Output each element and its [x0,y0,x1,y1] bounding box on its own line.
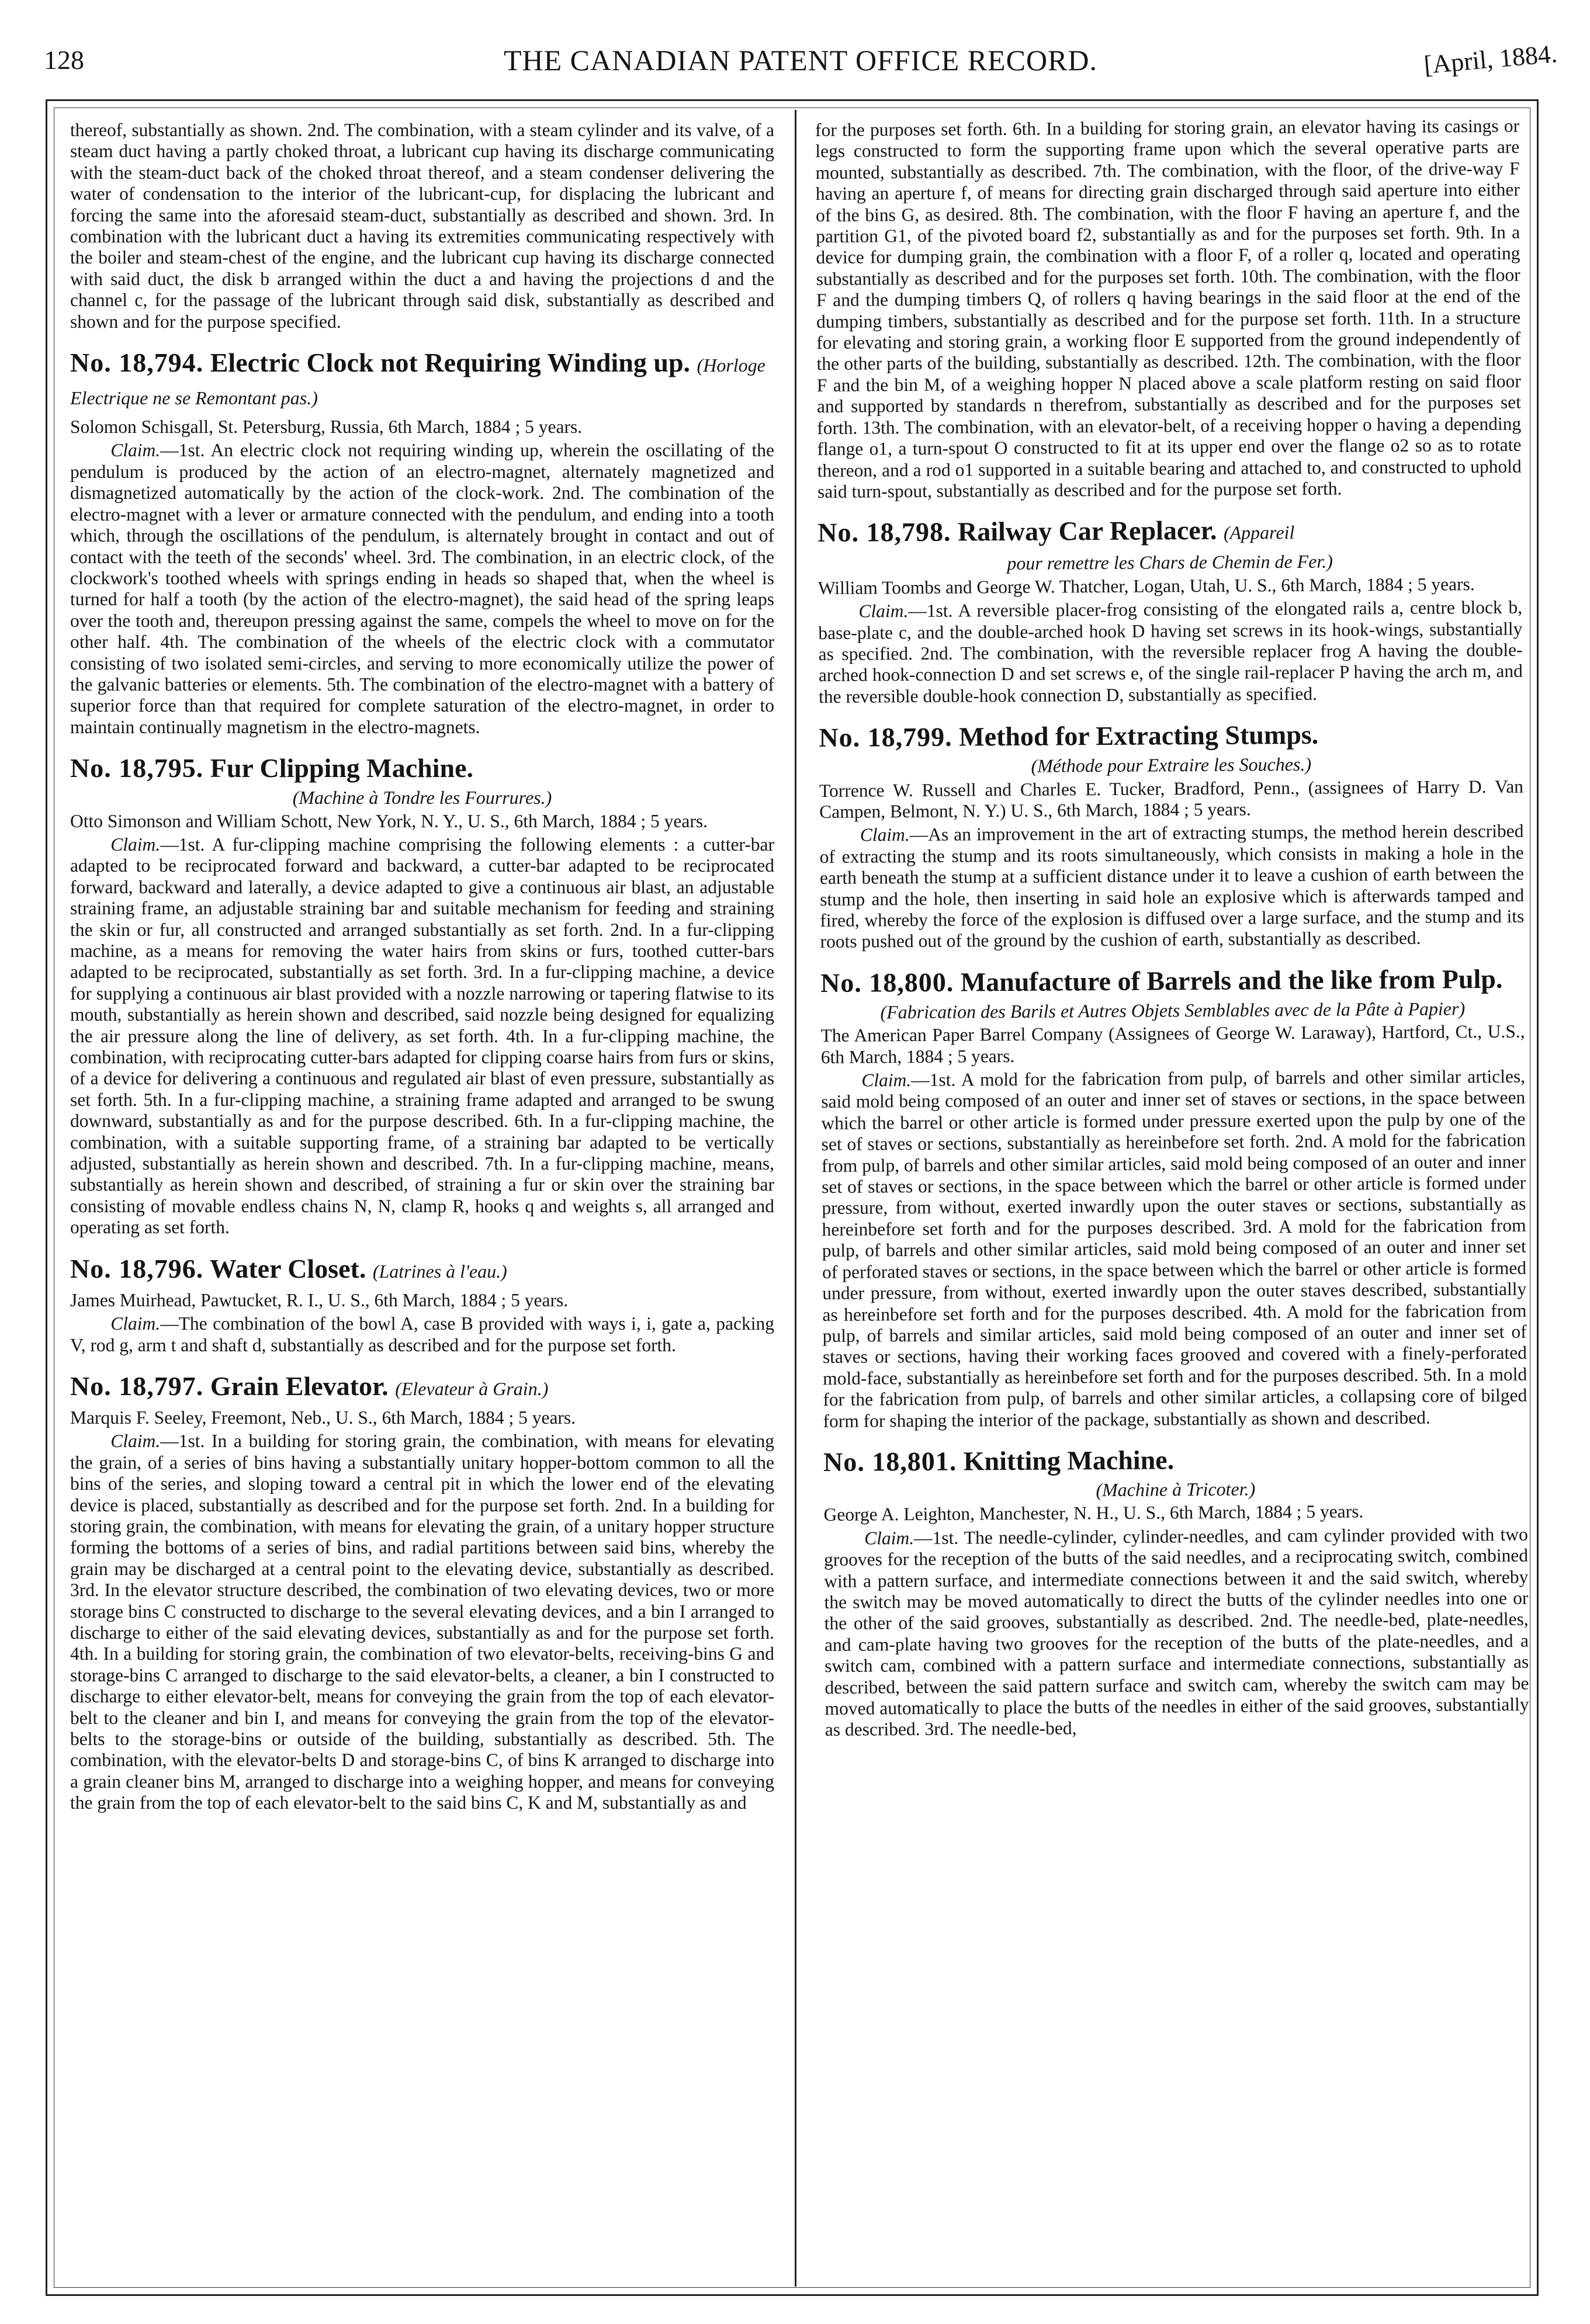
french-title: (Fabrication des Barils et Autres Objets Semblables avec de la Pâte à Papier) [880,998,1466,1023]
inventor-line: The American Paper Barrel Company (Assignees of George W. Laraway), Hartford, Ct., U.S., 6th March, 1884 ; 5 years. [820,1021,1525,1067]
claim-text [818,597,1523,707]
claim-label: Claim. [110,834,161,855]
inventor-line: William Toombs and George W. Thatcher, Logan, Utah, U. S., 6th March, 1884 ; 5 years. [817,573,1475,598]
patent-number: No. 18,796. [70,1253,204,1284]
patent-title: Knitting Machine. [963,1445,1175,1476]
french-title: (Machine à Tondre les Fourrures.) [292,787,552,809]
patent-number: No. 18,794. [70,348,204,378]
claim-body: —The combination of the bowl A, case B provided with ways i, i, gate a, packing V, rod g, arm t and shaft d, substantially as described and for the purpose set forth. [70,1313,774,1355]
patent-number: No. 18,799. [819,722,952,753]
french-title: (Latrines à l'eau.) [372,1260,507,1282]
claim-text [70,440,774,738]
page-number: 128 [44,45,84,75]
entry-heading [819,719,1523,753]
claim-label: Claim. [110,1431,161,1452]
entry-heading [823,1443,1527,1477]
inventor-line: James Muirhead, Pawtucket, R. I., U. S., 6th March, 1884 ; 5 years. [70,1289,569,1310]
inventor-line: Marquis F. Seeley, Freemont, Neb., U. S., 6th March, 1884 ; 5 years. [70,1407,576,1428]
patent-number: No. 18,801. [823,1446,957,1477]
claim-body: —1st. A mold for the fabrication from pulp, of barrels and other similar articles, said mold being composed of an outer and inner set of staves or sections, in the space between which the barrel or other article is formed under pressure exerted upon the pulp by one of the set of staves or sections, substantially as hereinbefore set forth. 2nd. A mold for the fabrication from pulp, of barrels and other similar articles, said mold being composed of an outer and inner set of staves or sections, in the space between which the barrel or other article is formed under pressure, from without, exerted inwardly upon the outer staves or sections, substantially as hereinbefore set forth and for the purposes described. 3rd. A mold for the fabrication from pulp, of barrels and other similar articles, said mold being composed of an outer and inner set of perforated staves or sections, in the space between which the barrel or other article is formed under pressure, from without, exerted inwardly upon the outer staves described, substantially as hereinbefore set forth and for the purposes described. 4th. A mold for the fabrication from pulp, of barrels and similar articles, said mold being composed of an outer and inner set of staves or sections, having their working faces grooved and covered with a finely-perforated mold-face, substantially as hereinbefore set forth and for the purposes described. 5th. In a mold for the fabrication from pulp, of barrels and other similar articles, a collapsing core of bilged form for shaping the interior of the package, substantially as shown and described. [821,1066,1527,1431]
inventor-line: Otto Simonson and William Schott, New York, N. Y., U. S., 6th March, 1884 ; 5 years. [70,810,708,831]
patent-entry [70,348,774,738]
claim-label: Claim. [860,824,910,845]
patent-title: Fur Clipping Machine. [210,753,474,783]
patent-title: Manufacture of Barrels and the like from Pulp. [960,963,1503,997]
french-title: (Méthode pour Extraire les Souches.) [1031,753,1312,776]
column-divider [795,110,796,2287]
entry-heading [70,1371,774,1404]
claim-body: —1st. The needle-cylinder, cylinder-needles, and cam cylinder provided with two grooves for the reception of the butts of the said needles, and a reciprocating switch, combined with a pattern surface, and intermediate connections between it and the said switch, whereby the switch may be moved automatically to direct the butts of the cylinder needles into one or the other of the said grooves, substantially as described. 2nd. The needle-bed, plate-needles, and cam-plate having two grooves for the reception of the butts of the plate-needles, and a switch cam, combined with a pattern surface and intermediate connections, substantially as described, between the said pattern surface and switch cam, whereby the switch cam may be moved automatically to place the butts of the needles in either of the said grooves, substantially as described. 3rd. The needle-bed, [823,1524,1529,1740]
patent-title: Electric Clock not Requiring Winding up. [210,348,691,378]
patent-entry [823,1443,1529,1741]
patent-number: No. 18,798. [817,516,951,548]
continuation-text: thereof, substantially as shown. 2nd. The combination, with a steam cylinder and its valve, of a steam duct having a partly choked throat, a lubricant cup having its discharge communicating with the steam-duct back of the choked throat thereof, and a steam condenser delivering the water of condensation to the interior of the lubricant-cup, for displacing the lubricant and forcing the same into the aforesaid steam-duct, substantially as described and shown. 3rd. In combination with the lubricant duct a having its extremities communicating respectively with the boiler and steam-chest of the engine, and the lubricant cup having its discharge connected with said duct, the disk b arranged within the duct a and having the projections d and the channel c, for the passage of the lubricant through said disk, substantially as described and shown and for the purpose specified. [70,120,774,332]
claim-body: —1st. A reversible placer-frog consisting of the elongated rails a, centre block b, base-plate c, and the double-arched hook D having set screws in its hook-wings, substantially as specified. 2nd. The combination, with the reversible replacer frog A having the double-arched hook-connection D and set screws e, of the single rail-replacer P having the arch m, and the reversible double-hook connection D, substantially as specified. [818,596,1523,707]
patent-entry [70,1371,774,1814]
claim-body: —1st. In a building for storing grain, the combination, with means for elevating the grain, of a series of bins having a substantially unitary hopper-bottom common to all the bins of the series, and sloping toward a central pit in which the lower end of the elevating device is placed, substantially as described and for the purpose set forth. 2nd. In a building for storing grain, the combination, with means for elevating the grain, of a unitary hopper structure forming the bottoms of a series of bins, and radial partitions between said bins, whereby the grain may be discharged at a central point to the elevating device, substantially as described. 3rd. In the elevator structure described, the combination of two elevating devices, two or more storage bins C constructed to discharge to the several elevating devices, and a bin I arranged to discharge to either of the said elevating devices, substantially as and for the purpose set forth. 4th. In a building for storing grain, the combination of two elevator-belts, receiving-bins G and storage-bins C arranged to discharge to the said elevator-belts, a cleaner, a bin I constructed to discharge to either elevator-belt, means for conveying the grain from the top of each elevator-belt to the cleaner and bin I, and means for conveying the grain from the top of the elevator-belts to the storage-bins or outside of the building, substantially as described. 5th. The combination, with the elevator-belts D and storage-bins C, of bins K arranged to discharge into a grain cleaner bins M, arranged to discharge into a weighing hopper, and means for conveying the grain from the top of each elevator-belt to the said bins C, K and M, substantially as and [70,1431,774,1813]
inventor-line: George A. Leighton, Manchester, N. H., U. S., 6th March, 1884 ; 5 years. [823,1501,1364,1525]
left-column [70,120,774,2287]
issue-date: [April, 1884. [1423,39,1559,79]
claim-body: —1st. An electric clock not requiring winding up, wherein the oscillating of the pendulum is produced by the action of an electro-magnet, alternately magnetized and dismagnetized automatically by the action of the clock-work. 2nd. The combination of the electro-magnet with a lever or armature connected with the pendulum, and ending into a tooth which, through the oscillations of the pendulum, is alternately brought in contact and out of contact with the teeth of the seconds' wheel. 3rd. The combination, in an electric clock, of the clockwork's toothed wheels with springs ending in heads so shaped that, when the wheel is turned for half a tooth (by the action of the electro-magnet), the said head of the spring leaps over the tooth and, thereupon pressing against the same, compels the wheel to move on for the other half. 4th. The combination of the wheels of the electric clock with a commutator consisting of two isolated semi-circles, and serving to more economically utilize the power of the galvanic batteries or elements. 5th. The combination of the electro-magnet with a battery of superior force than that required for complete saturation of the electro-magnet, in order to maintain continually magnetism in the electro-magnets. [70,440,774,737]
inventor-line: Solomon Schisgall, St. Petersburg, Russia, 6th March, 1884 ; 5 years. [70,417,583,438]
french-title: (Horloge Electrique ne se Remontant pas.) [70,355,765,409]
french-title-start: (Appareil [1223,522,1295,544]
claim-label: Claim. [110,1313,161,1334]
inventor-line: Torrence W. Russell and Charles E. Tucker, Bradford, Penn., (assignees of Harry D. Van Campen, Belmont, N. Y.) U. S., 6th March, 1884 ; 5 years. [819,776,1524,822]
patent-title: Grain Elevator. [210,1371,389,1401]
patent-title: Method for Extracting Stumps. [959,719,1319,752]
patent-number: No. 18,800. [820,967,954,998]
page-header [44,23,1557,88]
claim-text [819,821,1524,953]
patent-entry [70,753,774,1239]
patent-entry [817,514,1523,707]
right-column [815,116,1533,2287]
claim-text [824,1524,1529,1740]
claim-label: Claim. [864,1527,914,1549]
claim-text [70,834,774,1239]
claim-label: Claim. [110,440,161,461]
continuation-text: for the purposes set forth. 6th. In a building for storing grain, an elevator having its casings or legs constructed to form the supporting frame upon which the several operative parts are mounted, substantially as described. 7th. The combination, with the floor, of the drive-way F having an aperture f, of means for directing grain discharged through said aperture into either of the bins G, as desired. 8th. The combination, with the floor F having an aperture f, and the partition G1, of the pivoted board f2, substantially as and for the purposes set forth. 9th. In a device for dumping grain, the combination with a floor F, of a roller q, located and operating substantially as described and for the purposes set forth. 10th. The combination, with the floor F and the dumping timbers Q, of rollers q having bearings in the said floor at the end of the dumping timbers, substantially as described and for the purpose set forth. 11th. In a structure for elevating and storing grain, a working floor E supported from the ground independently of the other parts of the building, substantially as described. 12th. The combination, with the floor F and the bin M, of a weighing hopper N placed above a scale platform resting on said floor and supported by standards n therefrom, substantially as described and for the purposes set forth. 13th. The combination, with an elevator-belt, of a receiving hopper o having a depending flange o1, a turn-spout O constructed to fit at its upper end over the flange o2 so as to rotate thereon, and a rod o1 supported in a suitable bearing and attached to, and constructed to uphold said turn-spout, substantially as described and for the purpose set forth. [815,115,1522,502]
french-title: pour remettre les Chars de Chemin de Fer.) [1007,550,1333,574]
french-title: (Elevateur à Grain.) [395,1378,549,1399]
french-title: (Machine à Tricoter.) [1096,1478,1256,1501]
patent-number: No. 18,797. [70,1371,204,1401]
patent-entry [819,719,1524,953]
claim-text [821,1066,1527,1432]
entry-heading [70,753,774,783]
entry-heading [820,963,1525,998]
claim-text [70,1431,774,1813]
running-title: THE CANADIAN PATENT OFFICE RECORD. [503,44,1098,77]
entry-heading [70,1254,774,1286]
claim-text [70,1313,774,1356]
patent-entry [820,963,1527,1431]
patent-title: Water Closet. [209,1253,366,1284]
entry-heading [70,348,774,413]
claim-body: —1st. A fur-clipping machine comprising the following elements : a cutter-bar adapted to be reciprocated forward and backward, a cutter-bar adapted to be reciprocated forward, backward and laterally, a device adapted to give a continuous air blast, an adjustable straining frame, an adjustable straining bar and suitable mechanism for feeding and straining the skin or fur, all constructed and arranged substantially as set forth. 2nd. In a fur-clipping machine, as a means for removing the water hairs from skins or furs, toothed cutter-bars adapted to be reciprocated, substantially as set forth. 3rd. In a fur-clipping machine, a device for supplying a continuous air blast provided with a nozzle narrowing or tapering flatwise to its mouth, substantially as herein shown and described, said nozzle being designed for equalizing the air pressure along the line of delivery, as set forth. 4th. In a fur-clipping machine, the combination, with reciprocating cutter-bars adapted for clipping coarse hairs from furs or skins, of a device for delivering a continuous and regulated air blast of even pressure, substantially as set forth. 5th. In a fur-clipping machine, a straining frame adapted and arranged to be swung downward, substantially as and for the purpose described. 6th. In a fur-clipping machine, the combination, with a suitable supporting frame, of a straining bar adapted to be vertically adjusted, substantially as herein shown and described. 7th. In a fur-clipping machine, means, substantially as herein shown and described, of straining a fur or skin over the straining bar consisting of movable endless chains N, N, clamp R, hooks q and weights s, all arranged and operating as set forth. [70,834,774,1238]
patent-title: Railway Car Replacer. [957,515,1217,547]
claim-label: Claim. [861,1070,912,1091]
claim-body: —As an improvement in the art of extracting stumps, the method herein described of extracting the stump and its roots simultaneously, which consists in making a hole in the earth beneath the stump at a sufficient distance under it to leave a cushion of earth between the stump and the hole, then inserting in said hole an explosive which is afterwards tamped and fired, whereby the force of the explosion is diffused over a large surface, and the stump and its roots pushed out of the ground by the cushion of earth, substantially as described. [819,820,1525,952]
patent-number: No. 18,795. [70,753,204,783]
entry-heading [817,514,1522,550]
patent-entry [70,1254,774,1356]
claim-label: Claim. [858,601,909,622]
